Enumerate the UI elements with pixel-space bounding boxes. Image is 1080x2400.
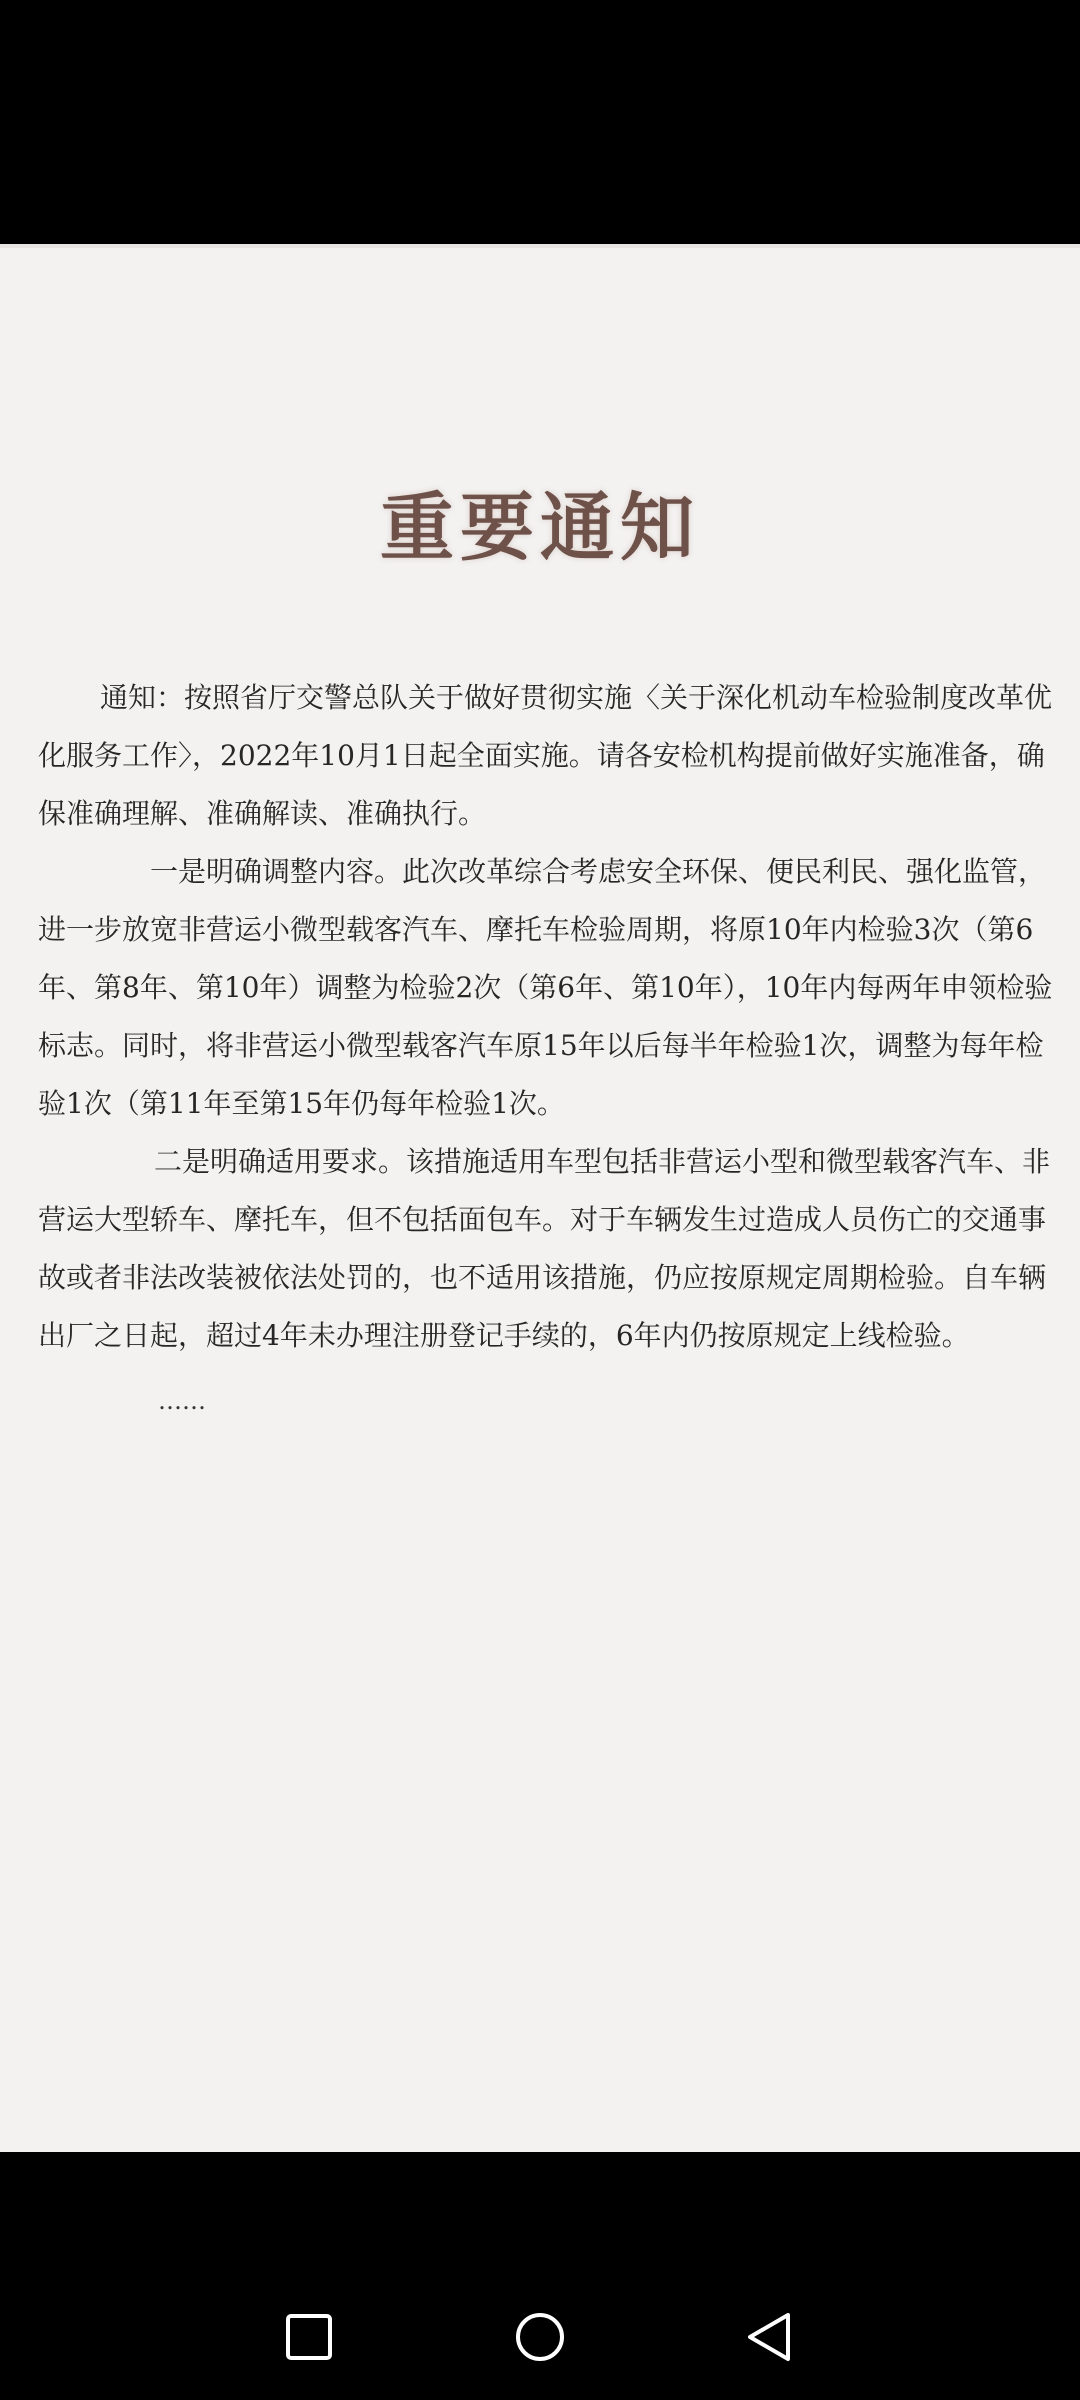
body-line: 标志。同时，将非营运小微型载客汽车原15年以后每半年检验1次，调整为每年检 <box>38 1029 1044 1062</box>
body-line: 一是明确调整内容。此次改革综合考虑安全环保、便民利民、强化监管， <box>150 855 1047 888</box>
back-button[interactable] <box>734 2302 804 2372</box>
notice-title: 重要通知 <box>380 485 700 571</box>
notice-body <box>38 669 1053 1365</box>
body-line: 进一步放宽非营运小微型载客汽车、摩托车检验周期，将原10年内检验3次（第6 <box>38 913 1034 946</box>
body-line: 通知：按照省厅交警总队关于做好贯彻实施〈关于深化机动车检验制度改革优 <box>100 681 1053 714</box>
body-line: 出厂之日起，超过4年未办理注册登记手续的，6年内仍按原规定上线检验。 <box>38 1319 970 1352</box>
image-top-edge <box>0 244 1080 248</box>
body-line: 保准确理解、准确解读、准确执行。 <box>38 797 487 830</box>
body-line: 营运大型轿车、摩托车，但不包括面包车。对于车辆发生过造成人员伤亡的交通事 <box>38 1203 1047 1236</box>
top-black-bar <box>0 0 1080 244</box>
recents-button[interactable] <box>274 2302 344 2372</box>
square-icon <box>285 2313 333 2361</box>
navigation-bar <box>0 2152 1080 2400</box>
body-line: 二是明确适用要求。该措施适用车型包括非营运小型和微型载客汽车、非 <box>154 1145 1051 1178</box>
body-line: 验1次（第11年至第15年仍每年检验1次。 <box>38 1087 565 1120</box>
notice-image <box>0 244 1080 2152</box>
ellipsis-text: …… <box>158 1387 206 1415</box>
triangle-back-icon <box>744 2311 794 2363</box>
body-line: 化服务工作〉，2022年10月1日起全面实施。请各安检机构提前做好实施准备，确 <box>38 739 1045 772</box>
body-line: 年、第8年、第10年）调整为检验2次（第6年、第10年），10年内每两年申领检验 <box>38 971 1053 1004</box>
circle-icon <box>514 2311 566 2363</box>
home-button[interactable] <box>505 2302 575 2372</box>
body-line: 故或者非法改装被依法处罚的，也不适用该措施，仍应按原规定周期检验。自车辆 <box>38 1261 1047 1294</box>
